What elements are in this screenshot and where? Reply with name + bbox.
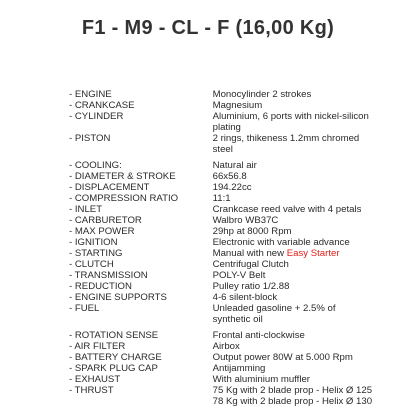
spec-value: [213, 237, 409, 248]
spec-value-line: steel: [212, 144, 233, 155]
spec-value-line: 11:1: [212, 193, 231, 204]
spec-label: - CLUTCH: [69, 259, 114, 270]
spec-value: [213, 100, 409, 111]
spec-value: [213, 160, 409, 171]
spec-row-displacement: [69, 182, 409, 193]
spec-value: [213, 111, 409, 133]
spec-label: - TRANSMISSION: [69, 270, 148, 281]
spec-row-fuel: [69, 303, 409, 330]
spec-row-crankcase: [69, 100, 409, 111]
spec-value-line: Pulley ratio 1/2.88: [212, 281, 290, 292]
spec-value: [213, 193, 409, 204]
spec-table: [69, 89, 409, 407]
spec-label: - THRUST: [69, 385, 114, 396]
spec-row-rotation-sense: [69, 330, 409, 341]
spec-value: [213, 341, 409, 352]
spec-row-exhaust: [69, 374, 409, 385]
spec-value-line: synthetic oil: [212, 314, 263, 325]
spec-label: - INLET: [69, 204, 103, 215]
spec-row-clutch: [69, 259, 409, 270]
spec-value: [213, 248, 409, 259]
spec-row-thrust: [69, 385, 409, 407]
spec-value-line: Unleaded gasoline + 2.5% of: [212, 303, 336, 314]
spec-value-line: Electronic with variable advance: [212, 237, 350, 248]
spec-value-line: 2 rings, thikeness 1.2mm chromed: [212, 133, 360, 144]
spec-value-line: Aluminium, 6 ports with nickel-silicon: [212, 111, 369, 122]
spec-row-reduction: [69, 281, 409, 292]
spec-value-line: 29hp at 8000 Rpm: [212, 226, 292, 237]
spec-row-air-filter: [69, 341, 409, 352]
spec-label: - REDUCTION: [69, 281, 132, 292]
spec-value: [213, 292, 409, 303]
spec-label: - BATTERY CHARGE: [69, 352, 162, 363]
spec-row-compression-ratio: [69, 193, 409, 204]
spec-value-line: Natural air: [212, 160, 257, 171]
spec-label: - AIR FILTER: [69, 341, 126, 352]
spec-label: - COOLING:: [69, 160, 122, 171]
spec-value: [213, 89, 409, 100]
spec-value-line: Antijamming: [212, 363, 266, 374]
spec-row-piston: [69, 133, 409, 160]
spec-row-cooling: [69, 160, 409, 171]
spec-label: - ENGINE SUPPORTS: [69, 292, 167, 303]
spec-value: [213, 182, 409, 193]
spec-value-line: Output power 80W at 5.000 Rpm: [212, 352, 353, 363]
spec-label: - IGNITION: [69, 237, 118, 248]
spec-value: [213, 133, 409, 160]
spec-value: [213, 385, 409, 407]
spec-value-line: Crankcase reed valve with 4 petals: [212, 204, 362, 215]
spec-value: [213, 303, 409, 330]
spec-label: - COMPRESSION RATIO: [69, 193, 179, 204]
spec-value-line: [213, 248, 409, 259]
spec-row-engine: [69, 89, 409, 100]
spec-value-line: With aluminium muffler: [212, 374, 310, 385]
spec-label: - CYLINDER: [69, 111, 124, 122]
spec-row-diameter-stroke: [69, 171, 409, 182]
spec-row-starting: [69, 248, 409, 259]
spec-label: - MAX POWER: [69, 226, 135, 237]
spec-value-line: Monocylinder 2 strokes: [212, 89, 312, 100]
spec-value: [213, 215, 409, 226]
spec-row-transmission: [69, 270, 409, 281]
spec-label: - CRANKCASE: [69, 100, 135, 111]
spec-label: - ROTATION SENSE: [69, 330, 159, 341]
spec-label: - EXHAUST: [69, 374, 121, 385]
spec-value: [213, 270, 409, 281]
spec-label: - DISPLACEMENT: [69, 182, 150, 193]
spec-label: - FUEL: [69, 303, 100, 314]
spec-value: [213, 226, 409, 237]
spec-label: - SPARK PLUG CAP: [69, 363, 158, 374]
spec-value-line: Walbro WB37C: [212, 215, 279, 226]
spec-label: - DIAMETER & STROKE: [69, 171, 176, 182]
easy-starter-highlight: Easy Starter: [286, 248, 340, 259]
spec-value: [213, 281, 409, 292]
spec-label: - PISTON: [69, 133, 111, 144]
spec-row-ignition: [69, 237, 409, 248]
spec-value-line: 4-6 silent-block: [212, 292, 278, 303]
spec-value: [213, 330, 409, 341]
spec-value: [213, 204, 409, 215]
spec-value-line: POLY-V Belt: [212, 270, 266, 281]
spec-value: [213, 171, 409, 182]
spec-value-line: 75 Kg with 2 blade prop - Helix Ø 125: [212, 385, 373, 396]
spec-row-max-power: [69, 226, 409, 237]
spec-label: - ENGINE: [69, 89, 112, 100]
spec-value: [213, 374, 409, 385]
spec-value: [213, 363, 409, 374]
spec-value-line: Magnesium: [212, 100, 263, 111]
page-title: F1 - M9 - CL - F (16,00 Kg): [81, 17, 335, 39]
spec-row-cylinder: [69, 111, 409, 133]
spec-row-carburetor: [69, 215, 409, 226]
spec-label: - STARTING: [69, 248, 123, 259]
spec-value-line: 194.22cc: [212, 182, 252, 193]
spec-value-line: 66x56.8: [212, 171, 247, 182]
spec-value-line: Centrifugal Clutch: [212, 259, 289, 270]
spec-value-line: Airbox: [212, 341, 240, 352]
spec-value-text: Manual with new: [212, 248, 287, 259]
spec-row-inlet: [69, 204, 409, 215]
spec-value: [213, 259, 409, 270]
spec-row-battery-charge: [69, 352, 409, 363]
spec-value-line: 78 Kg with 2 blade prop - Helix Ø 130: [212, 396, 373, 407]
spec-value: [213, 352, 409, 363]
spec-value-line: plating: [212, 122, 241, 133]
spec-row-engine-supports: [69, 292, 409, 303]
spec-value-line: Frontal anti-clockwise: [212, 330, 305, 341]
spec-row-spark-plug-cap: [69, 363, 409, 374]
spec-label: - CARBURETOR: [69, 215, 142, 226]
